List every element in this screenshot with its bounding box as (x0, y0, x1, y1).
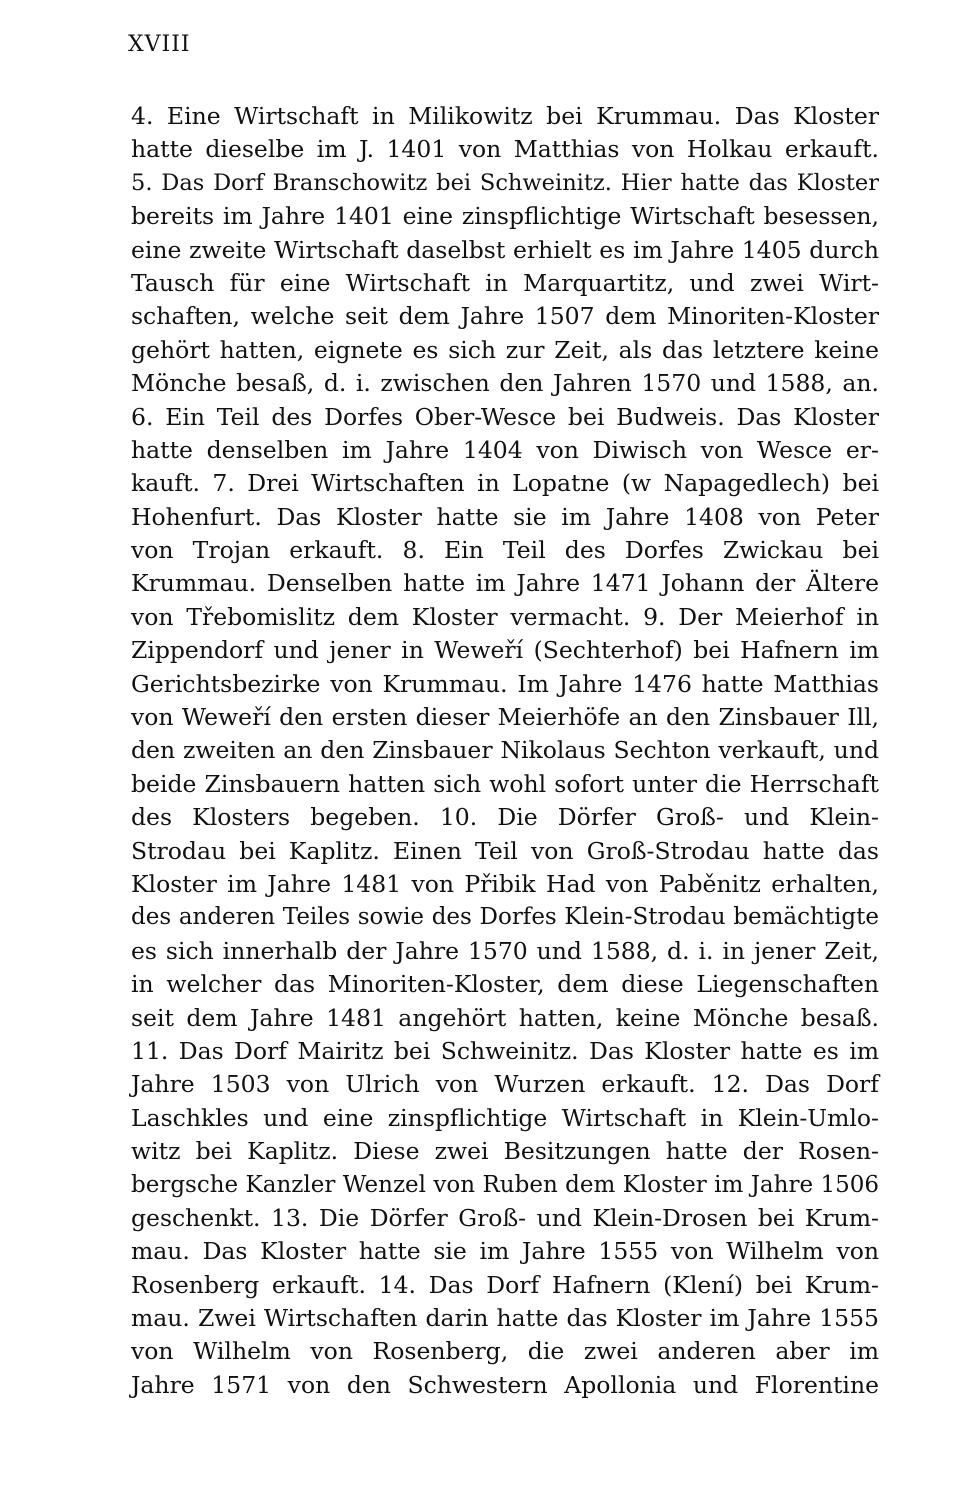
text-line: beide Zinsbauern hatten sich wohl sofort unter die Herrschaft (131, 769, 879, 798)
text-line: in welcher das Minoriten-Kloster, dem diese Liegenschaften (131, 970, 879, 999)
text-line: von Weweří den ersten dieser Meierhöfe an den Zinsbauer Ill, (131, 703, 879, 732)
text-line: Laschkles und eine zinspflichtige Wirtschaft in Klein-Umlo- (131, 1103, 879, 1132)
text-line: von Trojan erkauft. 8. Ein Teil des Dorfes Zwickau bei (131, 536, 879, 565)
text-line: seit dem Jahre 1481 angehört hatten, keine Mönche besaß. (131, 1003, 879, 1032)
text-line: Gerichtsbezirke von Krummau. Im Jahre 1476 hatte Matthias (131, 669, 879, 698)
text-line: witz bei Kaplitz. Diese zwei Besitzungen hatte der Rosen- (131, 1137, 879, 1166)
text-line: Strodau bei Kaplitz. Einen Teil von Groß-Strodau hatte das (131, 836, 879, 865)
text-line: eine zweite Wirtschaft daselbst erhielt es im Jahre 1405 durch (131, 235, 879, 264)
page-number: XVIII (128, 32, 191, 57)
text-line: Hohenfurt. Das Kloster hatte sie im Jahre 1408 von Peter (131, 502, 879, 531)
text-line: Zippendorf und jener in Weweří (Sechterhof) bei Hafnern im (131, 636, 879, 665)
text-line: Mönche besaß, d. i. zwischen den Jahren 1570 und 1588, an. (131, 369, 879, 398)
text-line: von Třebomislitz dem Kloster vermacht. 9. Der Meierhof in (131, 602, 879, 631)
text-line: kauft. 7. Drei Wirtschaften in Lopatne (w Napagedlech) bei (131, 469, 879, 498)
text-line: es sich innerhalb der Jahre 1570 und 1588, d. i. in jener Zeit, (131, 936, 879, 965)
text-line: 4. Eine Wirtschaft in Milikowitz bei Krummau. Das Kloster (131, 102, 879, 130)
text-line: Jahre 1571 von den Schwestern Apollonia und Florentine (131, 1370, 879, 1399)
text-line: von Wilhelm von Rosenberg, die zwei anderen aber im (131, 1337, 879, 1366)
text-line: 5. Das Dorf Branschowitz bei Schweinitz. Hier hatte das Kloster (131, 169, 879, 196)
text-line: Rosenberg erkauft. 14. Das Dorf Hafnern (Klení) bei Krum- (131, 1270, 879, 1299)
text-line: des anderen Teiles sowie des Dorfes Klein-Strodau bemächtigte (131, 904, 879, 931)
text-line: Tausch für eine Wirtschaft in Marquartitz, und zwei Wirt- (131, 268, 879, 297)
text-line: gehört hatten, eignete es sich zur Zeit, als das letztere keine (131, 335, 879, 364)
text-line: Kloster im Jahre 1481 von Přibik Had von Paběnitz erhalten, (131, 869, 879, 898)
text-line: mau. Zwei Wirtschaften darin hatte das Kloster im Jahre 1555 (131, 1304, 879, 1333)
text-line: Krummau. Denselben hatte im Jahre 1471 Johann der Ältere (131, 569, 879, 598)
text-line: bergsche Kanzler Wenzel von Ruben dem Kloster im Jahre 1506 (131, 1171, 879, 1198)
text-line: 6. Ein Teil des Dorfes Ober-Wesce bei Budweis. Das Kloster (131, 402, 879, 431)
text-line: des Klosters begeben. 10. Die Dörfer Groß- und Klein- (131, 803, 879, 832)
text-line: Jahre 1503 von Ulrich von Wurzen erkauft. 12. Das Dorf (131, 1070, 879, 1099)
text-line: mau. Das Kloster hatte sie im Jahre 1555 von Wilhelm von (131, 1237, 879, 1266)
text-line: schaften, welche seit dem Jahre 1507 dem Minoriten-Kloster (131, 302, 879, 331)
text-line: geschenkt. 13. Die Dörfer Groß- und Klein-Drosen bei Krum- (131, 1203, 879, 1232)
text-line: den zweiten an den Zinsbauer Nikolaus Sechton verkauft, und (131, 736, 879, 765)
body-text (131, 100, 879, 1402)
text-line: 11. Das Dorf Mairitz bei Schweinitz. Das Kloster hatte es im (131, 1036, 879, 1065)
text-line: bereits im Jahre 1401 eine zinspflichtige Wirtschaft besessen, (131, 202, 879, 231)
text-line: hatte dieselbe im J. 1401 von Matthias von Holkau erkauft. (131, 135, 879, 164)
text-line: hatte denselben im Jahre 1404 von Diwisch von Wesce er- (131, 435, 879, 464)
